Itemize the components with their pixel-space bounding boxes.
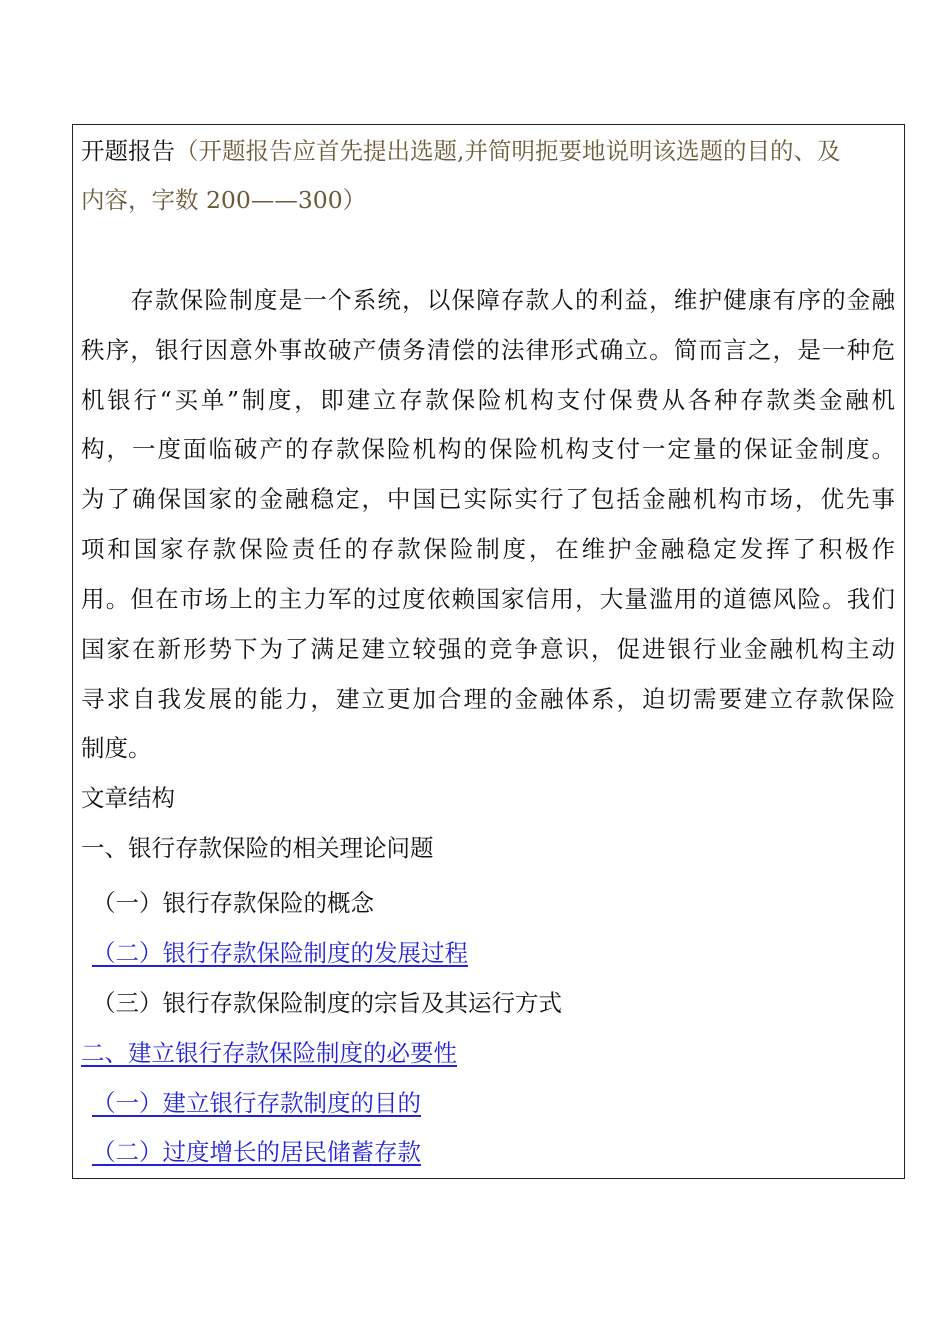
- paragraph-line: 国家在新形势下为了满足建立较强的竞争意识，促进银行业金融机构主动: [81, 635, 895, 663]
- outline-heading: 文章结构: [81, 784, 175, 812]
- report-title: 开题报告: [81, 137, 175, 165]
- paragraph-line: 秩序，银行因意外事故破产债务清偿的法律形式确立。简而言之，是一种危: [81, 336, 895, 364]
- report-instruction: （开题报告应首先提出选题,并简明扼要地说明该选题的目的、及: [175, 137, 841, 165]
- paragraph-line: 为了确保国家的金融稳定，中国已实际实行了包括金融机构市场，优先事: [81, 485, 895, 513]
- paragraph-line: 构，一度面临破产的存款保险机构的保险机构支付一定量的保证金制度。: [81, 435, 895, 463]
- outline-subsection-link[interactable]: （二）银行存款保险制度的发展过程: [92, 939, 468, 967]
- outline-section-2-link[interactable]: 二、建立银行存款保险制度的必要性: [81, 1039, 457, 1067]
- paragraph-line: 制度。: [81, 734, 152, 762]
- paragraph-line: 用。但在市场上的主力军的过度依赖国家信用，大量滥用的道德风险。我们: [81, 585, 895, 613]
- outline-subsection-link[interactable]: （二）过度增长的居民储蓄存款: [92, 1138, 421, 1166]
- report-header: [81, 137, 840, 165]
- outline-section-1: 一、银行存款保险的相关理论问题: [81, 834, 434, 862]
- outline-subsection-link[interactable]: （一）建立银行存款制度的目的: [92, 1089, 421, 1117]
- outline-subsection: （一）银行存款保险的概念: [92, 889, 374, 917]
- outline-subsection: （三）银行存款保险制度的宗旨及其运行方式: [92, 989, 562, 1017]
- paragraph-line: 项和国家存款保险责任的存款保险制度，在维护金融稳定发挥了积极作: [81, 535, 895, 563]
- paragraph-line: 机银行“买单”制度，即建立存款保险机构支付保费从各种存款类金融机: [81, 386, 895, 414]
- paragraph-line: 寻求自我发展的能力，建立更加合理的金融体系，迫切需要建立存款保险: [81, 685, 895, 713]
- paragraph-line: 存款保险制度是一个系统，以保障存款人的利益，维护健康有序的金融: [81, 286, 895, 314]
- report-instruction-cont: 内容，字数 200——300）: [81, 186, 367, 214]
